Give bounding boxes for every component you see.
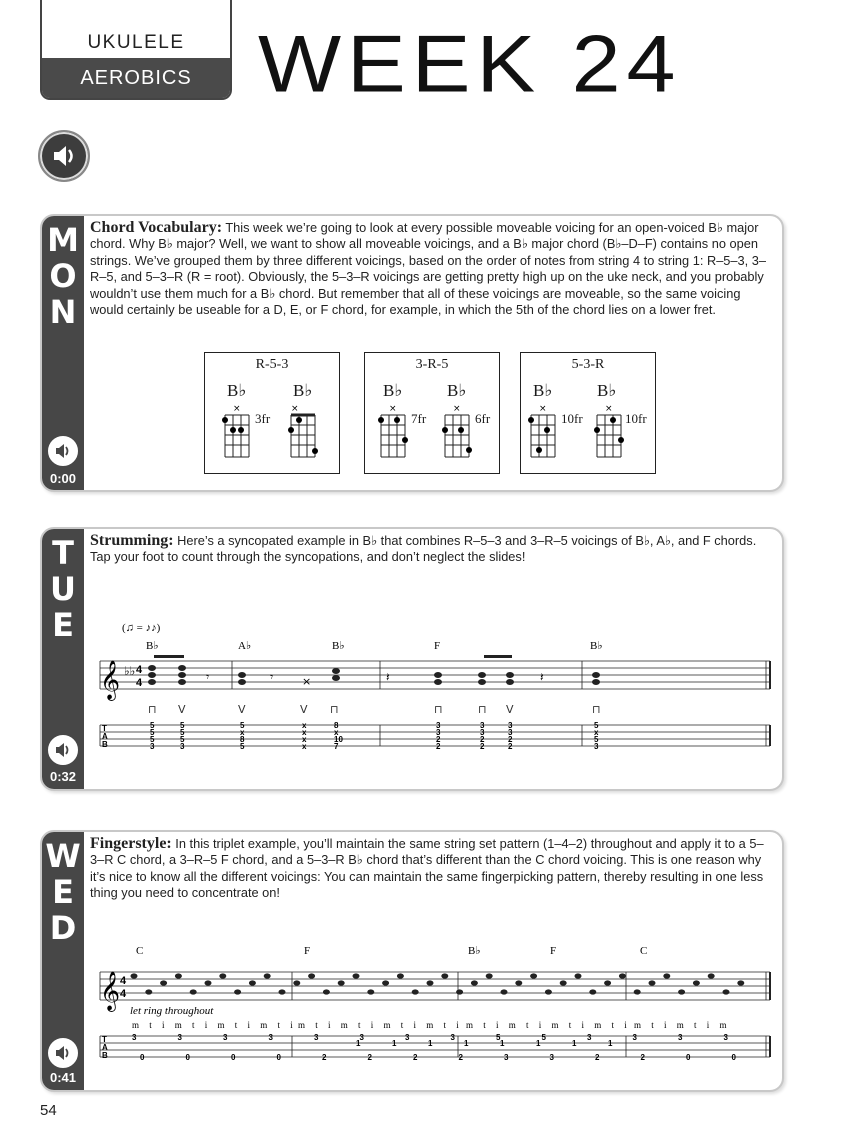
chord-symbol: B♭: [590, 640, 603, 652]
speaker-icon[interactable]: [48, 436, 78, 466]
svg-text:×: ×: [605, 404, 613, 414]
chord-name: B♭: [383, 381, 403, 400]
tab-number: 3: [508, 721, 513, 730]
tab-number: 2: [480, 735, 485, 744]
page-number: 54: [40, 1102, 57, 1119]
note-head: [175, 973, 182, 978]
fret-label: 3fr: [255, 411, 271, 426]
tab-number: 3: [594, 742, 599, 751]
day-tab-monday: [42, 216, 84, 490]
tab-number: x: [302, 742, 307, 751]
svg-text:×: ×: [233, 404, 241, 414]
note-head: [560, 980, 567, 985]
chord-symbol: B♭: [332, 640, 345, 652]
note-head: [693, 980, 700, 985]
tab-number: 3: [480, 728, 485, 737]
tab-number: 8: [240, 735, 245, 744]
tab-number: 5: [180, 721, 185, 730]
tab-number: 0: [140, 1053, 145, 1062]
day-tab-tuesday: [42, 529, 84, 789]
tab-number: 1: [428, 1039, 433, 1048]
svg-text:×: ×: [453, 404, 461, 414]
note-head: [723, 989, 730, 994]
svg-text:♭♭: ♭♭: [124, 664, 136, 678]
tab-number: 7: [334, 742, 339, 751]
day-panel-wednesday: [40, 830, 784, 1092]
tab-number: 2: [322, 1053, 327, 1062]
tab-number: 1: [356, 1039, 361, 1048]
note-head: [249, 980, 256, 985]
svg-text:𝄽: 𝄽: [386, 670, 390, 684]
svg-text:A: A: [102, 1043, 108, 1052]
tab-number: x: [302, 728, 307, 737]
section-lead: Fingerstyle:: [90, 835, 172, 852]
chord-symbol: B♭: [468, 945, 481, 957]
svg-text:⊓: ⊓: [478, 703, 487, 716]
note-head: [663, 973, 670, 978]
voicing-label: 5-3-R: [571, 357, 605, 372]
day-panel-tuesday: [40, 527, 784, 791]
swing-marking: (♫ = ♪♪): [122, 622, 161, 634]
tab-number: 5: [594, 721, 599, 730]
tab-number: 3: [723, 1033, 728, 1042]
chord-diagram: [441, 403, 475, 461]
note-head: [441, 973, 448, 978]
tab-number: 5: [240, 721, 245, 730]
voicing-label: 3-R-5: [415, 357, 449, 372]
chord-symbol: F: [434, 640, 441, 652]
note-head: [589, 989, 596, 994]
tab-number: 8: [334, 721, 339, 730]
svg-text:V: V: [506, 703, 514, 716]
fret-label: 7fr: [411, 411, 427, 426]
svg-text:4: 4: [120, 988, 127, 1000]
tab-number: 2: [480, 742, 485, 751]
audio-time: 0:41: [49, 1070, 77, 1085]
fret-label: 6fr: [475, 411, 491, 426]
tab-number: x: [334, 728, 339, 737]
pima-text: m t i m t i m t i m t i: [298, 1020, 463, 1030]
section-lead: Chord Vocabulary:: [90, 219, 223, 236]
tab-number: 5: [150, 735, 155, 744]
svg-text:⊓: ⊓: [434, 703, 443, 716]
tab-number: 1: [608, 1039, 613, 1048]
svg-text:4: 4: [120, 975, 127, 987]
tab-number: 5: [594, 735, 599, 744]
note-head: [575, 973, 582, 978]
note-head: [382, 980, 389, 985]
note-head: [678, 989, 685, 994]
tab-number: 3: [180, 742, 185, 751]
tab-number: 1: [464, 1039, 469, 1048]
note-head: [160, 980, 167, 985]
svg-text:⊓: ⊓: [148, 703, 157, 716]
note-head: [456, 989, 463, 994]
chord-name: B♭: [227, 381, 247, 400]
note-head: [501, 989, 508, 994]
note-head: [219, 973, 226, 978]
tab-number: x: [302, 735, 307, 744]
section-body: Here’s a syncopated example in B♭ that combines R–5–3 and 3–R–5 voicings of B♭, A♭, and F chords. Tap your foot to count through the syncopations, and don’t neglect the slides!: [90, 533, 757, 565]
tab-number: 2: [508, 742, 513, 751]
svg-text:A: A: [102, 732, 108, 741]
chord-name: B♭: [293, 381, 313, 400]
speaker-icon[interactable]: [38, 130, 90, 182]
tab-number: 2: [413, 1053, 418, 1062]
tab-number: 3: [549, 1053, 554, 1062]
tab-number: 10: [334, 735, 343, 744]
note-head: [649, 980, 656, 985]
note-head: [234, 989, 241, 994]
chord-diagram: [287, 403, 321, 461]
svg-text:×: ×: [302, 675, 312, 688]
tab-number: 5: [496, 1033, 501, 1042]
day-letters: T U E: [50, 534, 76, 644]
section-lead: Strumming:: [90, 532, 174, 549]
note-head: [293, 980, 300, 985]
note-head: [471, 980, 478, 985]
tab-number: 5: [180, 728, 185, 737]
tab-number: 1: [572, 1039, 577, 1048]
tab-number: 5: [150, 728, 155, 737]
tab-number: 1: [392, 1039, 397, 1048]
tab-number: 1: [536, 1039, 541, 1048]
chord-symbol: B♭: [146, 640, 159, 652]
chord-diagram: [377, 403, 411, 461]
tab-number: 3: [177, 1033, 182, 1042]
tab-number: 3: [405, 1033, 410, 1042]
svg-text:𝄽: 𝄽: [540, 670, 544, 684]
chord-group-box: [364, 352, 500, 474]
chord-group-box: [520, 352, 656, 474]
tab-number: 2: [595, 1053, 600, 1062]
brand-bottom-text: AEROBICS: [42, 58, 230, 98]
svg-text:T: T: [102, 1035, 107, 1044]
note-head: [131, 973, 138, 978]
page-title: WEEK 24: [258, 18, 682, 110]
svg-text:⊓: ⊓: [592, 703, 601, 716]
tab-number: 3: [268, 1033, 273, 1042]
tab-number: x: [594, 728, 599, 737]
svg-text:×: ×: [291, 404, 299, 414]
note-head: [515, 980, 522, 985]
chord-symbol: F: [550, 945, 557, 957]
note-head: [323, 989, 330, 994]
voicing-label: R-5-3: [255, 357, 289, 372]
svg-text:4: 4: [136, 677, 143, 689]
svg-text:×: ×: [539, 404, 547, 414]
tab-number: 3: [359, 1033, 364, 1042]
chord-diagram: [221, 403, 255, 461]
tab-number: 3: [132, 1033, 137, 1042]
day-tab-wednesday: [42, 832, 84, 1090]
note-head: [619, 973, 626, 978]
speaker-icon[interactable]: [48, 735, 78, 765]
day-letters: M O N: [47, 221, 79, 331]
tab-number: 2: [508, 735, 513, 744]
svg-text:𝄞: 𝄞: [100, 660, 121, 700]
chord-group-box: [204, 352, 340, 474]
svg-text:×: ×: [389, 404, 397, 414]
note-head: [530, 973, 537, 978]
note-head: [264, 973, 271, 978]
note-head: [190, 989, 197, 994]
note-head: [308, 973, 315, 978]
tab-number: 0: [731, 1053, 736, 1062]
tab-number: 2: [436, 735, 441, 744]
note-head: [486, 973, 493, 978]
tab-number: x: [302, 721, 307, 730]
tab-number: 0: [185, 1053, 190, 1062]
day-description: [90, 836, 772, 902]
tab-number: 5: [180, 735, 185, 744]
tab-number: 1: [500, 1039, 505, 1048]
note-head: [367, 989, 374, 994]
note-head: [634, 989, 641, 994]
note-head: [353, 973, 360, 978]
chord-name: B♭: [447, 381, 467, 400]
chord-symbol: F: [304, 945, 311, 957]
chord-symbol: C: [640, 945, 648, 957]
svg-text:𝄾: 𝄾: [270, 670, 274, 684]
let-ring-text: let ring throughout: [130, 1005, 214, 1017]
svg-text:𝄾: 𝄾: [206, 670, 210, 684]
note-head: [397, 973, 404, 978]
speaker-icon[interactable]: [48, 1038, 78, 1068]
note-head: [604, 980, 611, 985]
chord-name: B♭: [597, 381, 617, 400]
note-head: [708, 973, 715, 978]
chord-symbol: A♭: [238, 640, 252, 652]
chord-symbol: C: [136, 945, 144, 957]
tab-number: 5: [150, 721, 155, 730]
section-body: In this triplet example, you’ll maintain the same string set pattern (1–4–2) throughout and apply it to a 5–3–R C chord, a 3–R–5 F chord, and a 5–3–R B♭ chord that’s different than the C chord voicing. This is one reason why it’s nice to know all the different voicings: You can maintain the same fingerpicking pattern, thereby resulting in one less thing you need to concentrate on!: [90, 836, 764, 901]
note-head: [427, 980, 434, 985]
tab-number: 0: [276, 1053, 281, 1062]
tab-number: 3: [436, 721, 441, 730]
svg-text:𝄞: 𝄞: [100, 971, 121, 1011]
svg-text:T: T: [102, 724, 107, 733]
tab-number: x: [240, 728, 245, 737]
tab-number: 2: [458, 1053, 463, 1062]
tab-number: 2: [436, 742, 441, 751]
svg-text:⊓: ⊓: [330, 703, 339, 716]
tab-number: 2: [640, 1053, 645, 1062]
pima-text: m t i m t i m: [634, 1020, 731, 1030]
fingerstyle-notation: [90, 940, 780, 1080]
tab-number: 3: [150, 742, 155, 751]
fret-label: 10fr: [561, 411, 583, 426]
note-head: [338, 980, 345, 985]
tab-number: 5: [541, 1033, 546, 1042]
tab-number: 5: [240, 742, 245, 751]
chord-name: B♭: [533, 381, 553, 400]
tab-number: 0: [686, 1053, 691, 1062]
svg-text:B: B: [102, 1051, 108, 1060]
day-description: [90, 220, 772, 318]
chord-diagram: [593, 403, 627, 461]
day-description: [90, 533, 772, 566]
tab-number: 3: [678, 1033, 683, 1042]
brand-logo: [40, 0, 232, 100]
tab-number: 3: [587, 1033, 592, 1042]
svg-text:4: 4: [136, 664, 143, 676]
tab-number: 3: [504, 1053, 509, 1062]
chord-diagram: [527, 403, 561, 461]
note-head: [279, 989, 286, 994]
fret-label: 10fr: [625, 411, 647, 426]
pima-text: m t i m t i m t i m t i: [466, 1020, 631, 1030]
note-head: [205, 980, 212, 985]
brand-top-text: UKULELE: [87, 32, 185, 53]
tab-number: 3: [480, 721, 485, 730]
tab-number: 3: [314, 1033, 319, 1042]
svg-text:V: V: [178, 703, 186, 716]
strum-notation: [90, 615, 780, 765]
audio-time: 0:00: [49, 471, 77, 486]
day-letters: W E D: [45, 837, 81, 947]
tab-number: 3: [450, 1033, 455, 1042]
tab-number: 3: [223, 1033, 228, 1042]
svg-text:V: V: [300, 703, 308, 716]
tab-number: 3: [436, 728, 441, 737]
svg-text:V: V: [238, 703, 246, 716]
audio-time: 0:32: [49, 769, 77, 784]
note-head: [737, 980, 744, 985]
tab-number: 3: [632, 1033, 637, 1042]
tab-number: 2: [367, 1053, 372, 1062]
note-head: [145, 989, 152, 994]
day-panel-monday: [40, 214, 784, 492]
note-head: [545, 989, 552, 994]
note-head: [412, 989, 419, 994]
section-body: This week we’re going to look at every possible moveable voicing for an open-voiced B♭ major chord. Why B♭ major? Well, we want to show all moveable voicings, and a B♭ major chord (B♭–D–F) contains no open strings. We’ve grouped them by three different voicings, based on the order of notes from string 4 to string 1: R–5–3, 3–R–5, and 5–3–R (R = root). Obviously, the 5–3–R voicings are getting pretty high up on the uke neck, and you probably wouldn’t use them much for a B♭ chord. But remember that all of these voicings are moveable, so the same voicing would certainly be useable for a D, E, or F chord, for example, in which the 5th of the chord lies on a lower fret.: [90, 220, 767, 318]
tab-number: 3: [508, 728, 513, 737]
tab-number: 0: [231, 1053, 236, 1062]
svg-text:B: B: [102, 740, 108, 749]
pima-text: m t i m t i m t i m t i: [132, 1020, 297, 1030]
